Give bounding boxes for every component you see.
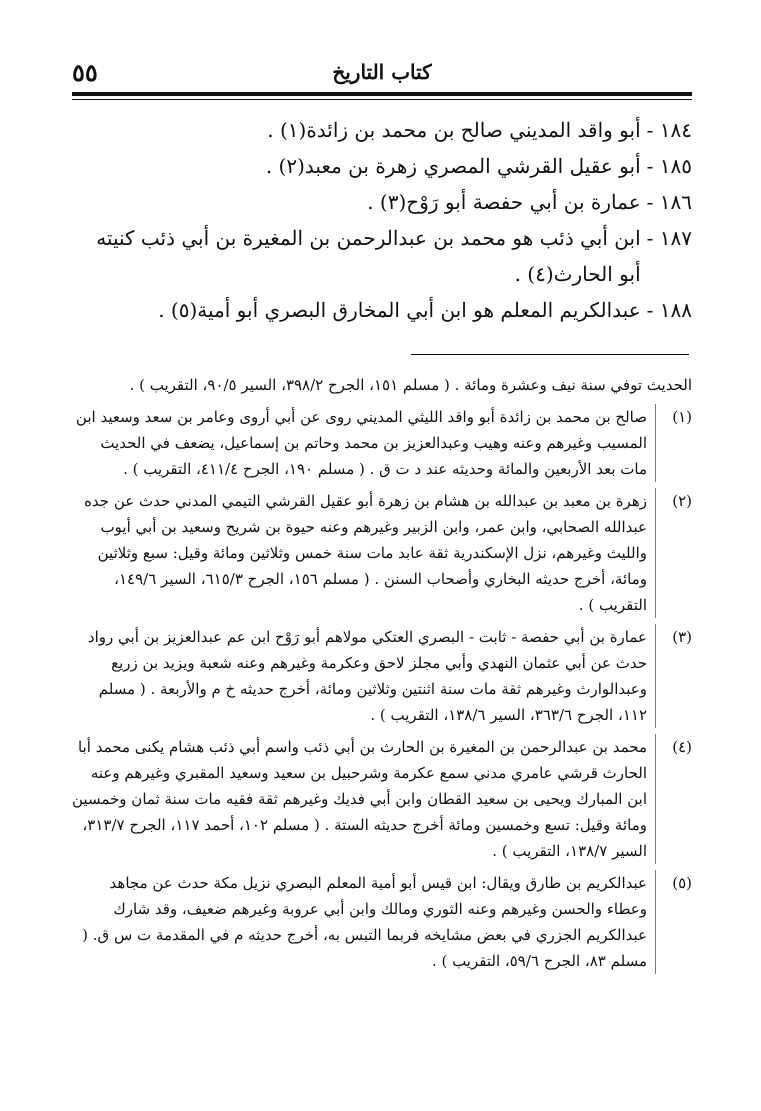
entry-186	[72, 184, 692, 220]
footnote-4	[72, 734, 692, 864]
footnote-1	[72, 404, 692, 482]
header-rule-thin	[72, 99, 692, 100]
footnote-text: عبدالكريم بن طارق ويقال: ابن قيس أبو أمية المعلم البصري نزيل مكة حدث عن مجاهد وعطاء والحسن وغيرهم وعنه الثوري ومالك وابن أبي عروبة وغيرهم ضعيف، وقد شارك عبدالكريم الجزري في بعض مشايخه فربما التبس به، أخرج حديثه م في المقدمة ت س ق. ( مسلم ٨٣، الجرح ٥٩/٦، التقريب ) .	[72, 870, 656, 974]
footnote-5	[72, 870, 692, 974]
entry-number: ١٨٥ -	[646, 154, 692, 178]
entry-text: ابن أبي ذئب هو محمد بن عبدالرحمن بن المغيرة بن أبي ذئب كنيته أبو الحارث(٤) .	[96, 226, 641, 286]
page-number: ٥٥	[72, 58, 98, 87]
entry-184	[72, 112, 692, 148]
footnote-separator	[411, 354, 689, 355]
entry-188	[72, 292, 692, 328]
footnote-number: (٥)	[672, 874, 692, 892]
footnote-number: (٣)	[672, 628, 692, 646]
footnote-text: الحديث توفي سنة نيف وعشرة ومائة . ( مسلم ١٥١، الجرح ٣٩٨/٢، السير ٩٠/٥، التقريب ) .	[129, 376, 692, 394]
footnote-number: (١)	[672, 408, 692, 426]
page-header	[72, 58, 692, 92]
entry-text: عمارة بن أبي حفصة أبو رَوْح(٣) .	[367, 190, 641, 214]
entry-187	[72, 220, 692, 292]
footnote-continuation	[72, 372, 692, 398]
footnote-text: زهرة بن معبد بن عبدالله بن هشام بن زهرة أبو عقيل القرشي التيمي المدني حدث عن جده عبدالله الصحابي، وابن عمر، وابن الزبير وغيرهم وعنه حيوة بن شريح وسعيد بن أبي أيوب والليث وغيرهم، نزل الإسكندرية ثقة عابد مات سنة خمس وثلاثين ومائة وقيل: سبع وثلاثين ومائة، أخرج حديثه البخاري وأصحاب السنن . ( مسلم ١٥٦، الجرح ٦١٥/٣، السير ١٤٩/٦، التقريب ) .	[72, 488, 656, 618]
entry-text: أبو واقد المديني صالح بن محمد بن زائدة(١) .	[267, 118, 641, 142]
entry-185	[72, 148, 692, 184]
book-title: كتاب التاريخ	[332, 60, 432, 84]
footnote-text: صالح بن محمد بن زائدة أبو واقد الليثي المديني روى عن أبي أروى وعامر بن سعد وسعيد ابن المسيب وغيرهم وعنه وهيب وعبدالعزيز بن محمد وحاتم بن إسماعيل، يضعف في الحديث مات بعد الأربعين والمائة وحديثه عند د ت ق . ( مسلم ١٩٠، الجرح ٤١١/٤، التقريب ) .	[72, 404, 656, 482]
footnote-2	[72, 488, 692, 618]
footnote-number: (٤)	[672, 738, 692, 756]
footnote-text: عمارة بن أبي حفصة - ثابت - البصري العتكي مولاهم أبو رَوْح ابن عم عبدالعزيز بن أبي رواد حدث عن أبي عثمان النهدي وأبي مجلز لاحق وعكرمة وغيرهم وعنه شعبة ويزيد بن زريع وعبدالوارث وغيرهم ثقة مات سنة اثنتين وثلاثين ومائة، أخرج حديثه خ م والأربعة . ( مسلم ١١٢، الجرح ٣٦٣/٦، السير ١٣٨/٦، التقريب ) .	[72, 624, 656, 728]
entry-text: عبدالكريم المعلم هو ابن أبي المخارق البصري أبو أمية(٥) .	[158, 298, 641, 322]
entry-number: ١٨٧ -	[646, 226, 692, 250]
footnote-text: محمد بن عبدالرحمن بن المغيرة بن الحارث بن أبي ذئب واسم أبي ذئب هشام يكنى محمد أبا الحارث قرشي عامري مدني سمع عكرمة وشرحبيل بن سعيد وسعيد المقبري وغيرهم وعنه ابن المبارك ويحيى بن سعيد القطان وابن أبي فديك وغيرهم ثقة فقيه مات سنة ثمان وخمسين ومائة وقيل: تسع وخمسين ومائة أخرج حديثه الستة . ( مسلم ١٠٢، أحمد ١١٧، الجرح ٣١٣/٧، السير ١٣٨/٧، التقريب ) .	[72, 734, 656, 864]
footnote-number: (٢)	[672, 492, 692, 510]
entry-number: ١٨٤ -	[646, 118, 692, 142]
header-rule-thick	[72, 92, 692, 96]
footnotes	[72, 372, 692, 980]
main-text	[72, 112, 692, 328]
entry-number: ١٨٦ -	[646, 190, 692, 214]
footnote-3	[72, 624, 692, 728]
entry-number: ١٨٨ -	[646, 298, 692, 322]
entry-text: أبو عقيل القرشي المصري زهرة بن معبد(٢) .	[265, 154, 641, 178]
